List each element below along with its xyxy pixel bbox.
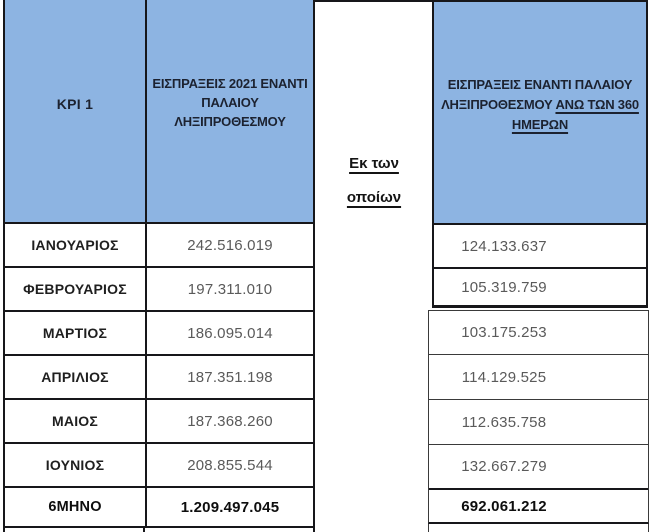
breakdown-value-june: 132.667.279 bbox=[429, 444, 648, 488]
breakdown-value-february: 105.319.759 bbox=[434, 267, 646, 305]
connector-note bbox=[315, 147, 433, 206]
collections-2021-header-cell bbox=[145, 0, 313, 222]
month-value-april: 187.351.198 bbox=[145, 354, 313, 398]
breakdown-header-line2-underlined: ΑΝΩ ΤΩΝ 360 bbox=[555, 96, 639, 112]
header-line: ΠΑΛΑΙΟΥ bbox=[201, 94, 259, 110]
breakdown-header-line3: ΗΜΕΡΩΝ bbox=[511, 116, 569, 132]
month-label-april: ΑΠΡΙΛΙΟΣ bbox=[5, 354, 145, 398]
month-label-may: ΜΑΙΟΣ bbox=[5, 398, 145, 442]
total-value-text: 1.209.497.045 bbox=[180, 498, 280, 516]
breakdown-value-march: 103.175.253 bbox=[461, 324, 547, 341]
month-label-march: ΜΑΡΤΙΟΣ bbox=[5, 310, 145, 354]
breakdown-header-line2 bbox=[441, 95, 639, 115]
breakdown-value-april: 114.129.525 bbox=[429, 354, 648, 399]
breakdown-header-line1: ΕΙΣΠΡΑΞΕΙΣ ΕΝΑΝΤΙ ΠΑΛΑΙΟΥ bbox=[447, 76, 633, 92]
kpi-header-label: KPI 1 bbox=[56, 96, 94, 112]
month-value-february: 197.311.010 bbox=[145, 266, 313, 310]
breakdown-value-may: 112.635.758 bbox=[429, 399, 648, 444]
month-label-june: ΙΟΥΝΙΟΣ bbox=[5, 442, 145, 486]
month-label-february: ΦΕΒΡΟΥΑΡΙΟΣ bbox=[5, 266, 145, 310]
month-value-march: 186.095.014 bbox=[145, 310, 313, 354]
breakdown-value-january: 124.133.637 bbox=[434, 223, 646, 267]
breakdown-table-clipped-row bbox=[428, 524, 649, 532]
month-value-june: 208.855.544 bbox=[145, 442, 313, 486]
connector-note-line2: οποίων bbox=[346, 189, 402, 206]
header-line: ΕΙΣΠΡΑΞΕΙΣ 2021 ΕΝΑΝΤΙ bbox=[152, 75, 308, 91]
total-label-text: 6ΜΗΝΟ bbox=[48, 499, 102, 515]
header-line: ΛΗΞΙΠΡΟΘΕΣΜΟΥ bbox=[174, 113, 286, 129]
kpi-table bbox=[3, 0, 315, 528]
kpi-table-clipped-row bbox=[3, 528, 315, 532]
kpi-header-cell bbox=[5, 0, 145, 222]
connector-note-line1: Εκ των bbox=[349, 155, 399, 172]
breakdown-table-upper bbox=[432, 0, 648, 308]
month-value-january: 242.516.019 bbox=[145, 222, 313, 266]
top-connector-line bbox=[315, 0, 433, 2]
breakdown-header-line2-normal: ΛΗΞΙΠΡΟΘΕΣΜΟΥ bbox=[441, 96, 553, 112]
month-label-january: ΙΑΝΟΥΑΡΙΟΣ bbox=[5, 222, 145, 266]
breakdown-header-cell bbox=[434, 2, 646, 223]
month-value-may: 187.368.260 bbox=[145, 398, 313, 442]
breakdown-table-lower bbox=[428, 310, 649, 524]
total-label-6month bbox=[5, 486, 145, 526]
total-value-6month bbox=[145, 486, 313, 526]
breakdown-total-value: 692.061.212 bbox=[429, 488, 648, 522]
